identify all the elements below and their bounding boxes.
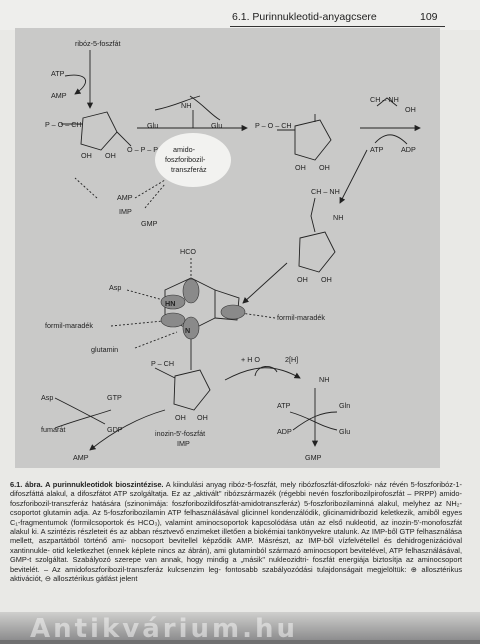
header-rule <box>230 26 445 27</box>
ribose-ring-1 <box>81 112 117 150</box>
arrow-to-ring-3 <box>340 150 367 203</box>
caption-line-9: otid keletkezhet (ennek képlete nincs az ábrán), ami glutaminból származó aminocsoport bevitelével, ATP <box>52 545 403 555</box>
pathway-diagram <box>15 28 440 468</box>
inhibitor-amp: AMP <box>117 193 133 202</box>
caption-line-6: az első nukleotid, az inozin-5'-monofoszfát alakul ki. A szintézis részleteit és az abban résztvevő enzimeket <box>10 517 462 537</box>
label-ch2-nh2-2: CH – NH <box>311 187 340 196</box>
label-inosine: inozin-5'-foszfát <box>155 429 206 438</box>
enzyme-line-3: transzferáz <box>171 165 207 174</box>
watermark-text: Antikvárium.hu <box>30 614 298 644</box>
page-number: 109 <box>420 11 438 23</box>
caption-line-3: foszforibozildifoszfát-amidotranszferáz) 5-foszforibozilaminná alakul, melyhez az NH₂-csoportot glutamin <box>10 498 462 518</box>
caption-line-11: foszfát energiája biztosítja az aminocsoport bevitelét. – Az amidofoszforibozil-transzferáz kulcsenzim leg- <box>10 555 463 574</box>
label-h2o: + H O <box>241 355 260 364</box>
label-glu-3: Glu <box>339 427 351 436</box>
label-oh-2b: OH <box>319 163 330 172</box>
label-hn: HN <box>165 299 176 308</box>
arrow-to-xmp <box>225 368 300 380</box>
label-atp-1: ATP <box>51 69 65 78</box>
label-asp-2: Asp <box>41 393 54 402</box>
label-2h: 2[H] <box>285 355 299 364</box>
label-oh-gly: OH <box>405 105 416 114</box>
label-oh-3a: OH <box>297 275 308 284</box>
enzyme-line-1: amido- <box>173 145 195 154</box>
source-ellipses <box>161 279 245 339</box>
label-gtp: GTP <box>107 393 122 402</box>
label-oh-3b: OH <box>321 275 332 284</box>
label-formyl-2: formil-maradék <box>277 313 325 322</box>
label-n: N <box>185 326 191 335</box>
caption-line-1: náz révén 5-foszforibóz-1-difoszfáttá alakul, a difoszfátot ATP szolgáltatja. Ez az „aktivált" ribózszármazék <box>10 480 462 499</box>
label-opp: O – P – P <box>127 145 159 154</box>
label-atp-3: ATP <box>277 401 291 410</box>
figure-caption <box>10 480 462 583</box>
label-amp-2: AMP <box>73 453 89 462</box>
label-oh-1b: OH <box>105 151 116 160</box>
label-ch2-nh2-1: CH – NH <box>370 95 399 104</box>
label-fumarat: fumarát <box>41 425 66 434</box>
label-atp-2: ATP <box>370 145 384 154</box>
arrow-to-amp <box>90 410 165 450</box>
chapter-title: 6.1. Purinnukleotid-anyagcsere <box>232 11 377 23</box>
label-oh-4b: OH <box>197 413 208 422</box>
arrow-to-purine <box>243 263 287 303</box>
ribose-ring-2 <box>295 120 331 160</box>
label-adp-2: ADP <box>277 427 292 436</box>
caption-line-4: adja. Az 5-foszforibozilamin ATP felhasználásával glicinnel kondenzálódik, glicinamidribozid keletkezik, <box>73 508 415 518</box>
caption-line-0: A kiindulási anyag ribóz-5-foszfát, mely ribózfoszfát-difoszfoki- <box>163 480 373 489</box>
atp-amp-arc <box>65 75 86 94</box>
caption-line-8: nocsoport bevitellel képződik AMP. Másrészt, az IMP-ből vízfelvétellel és dehidrogenizációval xantinnukle- <box>10 536 462 555</box>
label-formyl-1: formil-maradék <box>45 321 93 330</box>
label-nh: NH <box>333 213 344 222</box>
label-glu-2: Glu <box>211 121 223 130</box>
label-gln: Gln <box>339 401 351 410</box>
label-oh-1a: OH <box>81 151 92 160</box>
label-glutamin: glutamin <box>91 345 119 354</box>
label-adp-1: ADP <box>401 145 416 154</box>
biosynthesis-figure <box>15 28 440 468</box>
label-p-o-ch2-1: P – O – CH <box>45 120 82 129</box>
label-p-o-ch2-2: P – O – CH <box>255 121 292 130</box>
label-gmp: GMP <box>305 453 322 462</box>
page-header <box>0 0 480 30</box>
label-gdp: GDP <box>107 425 123 434</box>
caption-line-7: illetően a biokémiai tankönyvekre utalunk. Az IMP-ből GTP felhasználása mellett, aszpartátból történő ami- <box>10 527 462 546</box>
caption-line-5: amiből egyes C₁-fragmentumok (formilcsoportok és HCO₃), valamint aminocsoportok kapcsolódása után <box>10 508 463 527</box>
label-oh-2a: OH <box>295 163 306 172</box>
label-asp-1: Asp <box>109 283 122 292</box>
label-ribose5p: ribóz-5-foszfát <box>75 39 121 48</box>
ribose-ring-3 <box>299 232 335 272</box>
enzyme-line-2: foszforibozil- <box>165 155 206 164</box>
label-oh-4a: OH <box>175 413 186 422</box>
label-amp-1: AMP <box>51 91 67 100</box>
caption-lead: 6.1. ábra. A purinnukleotidok bioszintézise. <box>10 480 164 489</box>
label-glu-1: Glu <box>147 121 159 130</box>
label-hco3: HCO <box>180 247 196 256</box>
label-p-ch2: P – CH <box>151 359 175 368</box>
inhibitor-gmp: GMP <box>141 219 158 228</box>
caption-line-10: felhasználásával, GMP-t szolgáltat. Szabályozó szerepe van annak, hogy mindig a „másik" nukleozidtri- <box>10 545 462 565</box>
label-imp: IMP <box>177 439 190 448</box>
caption-line-12: fontosabb szabályozódási tulajdonságait megjelöltük: ⊕ allosztérikus aktivációt, ⊖ allosztérikus gátlást jelent <box>10 564 463 584</box>
label-nh2-2: NH <box>319 375 330 384</box>
label-nh2-1: NH <box>181 101 192 110</box>
inhibitor-imp: IMP <box>119 207 132 216</box>
caption-line-2: (régebbi nevén foszforibozilpirofoszfát – PRPP) amido-foszforibozil-transzferáz hatására (szinonimája: <box>10 489 462 508</box>
ribose-ring-4 <box>174 370 210 410</box>
